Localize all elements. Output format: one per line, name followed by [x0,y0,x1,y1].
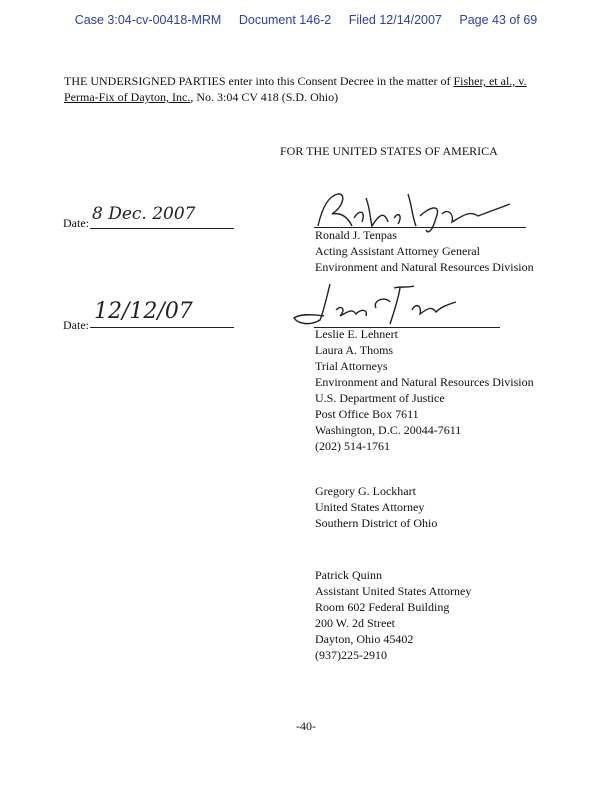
signatory-heading: FOR THE UNITED STATES OF AMERICA [280,144,498,158]
date-label-2: Date: [63,318,89,332]
intro-lead: THE UNDERSIGNED PARTIES enter into this Consent Decree in the matter of [64,74,454,88]
signer-phone: (202) 514-1761 [315,439,390,453]
attorney-address-2: 200 W. 2d Street [315,616,395,630]
attorney-title: Assistant United States Attorney [315,584,472,598]
attorney-name: Patrick Quinn [315,568,382,582]
page-number: -40- [296,719,316,733]
attorney-address-1: Room 602 Federal Building [315,600,450,614]
attorney-title: United States Attorney [315,500,425,514]
date-label-1: Date: [63,216,89,230]
signer-name: Laura A. Thoms [315,343,394,357]
signer-department: U.S. Department of Justice [315,391,445,405]
handwritten-date-1: 8 Dec. 2007 [92,204,196,224]
filed-date: Filed 12/14/2007 [348,13,442,27]
assistant-attorney-block [315,567,471,663]
document-number: Document 146-2 [238,13,332,27]
signer-block-2 [315,326,534,454]
attorney-name: Gregory G. Lockhart [315,484,416,498]
signer-name: Ronald J. Tenpas [315,228,397,242]
handwritten-date-2: 12/12/07 [94,299,193,324]
signer-name: Leslie E. Lehnert [315,327,398,341]
date-line-1 [90,204,234,229]
attorney-phone: (937)225-2910 [315,648,387,662]
case-number: Case 3:04-cv-00418-MRM [74,13,222,27]
signer-block-1 [315,227,534,275]
attorney-address-3: Dayton, Ohio 45402 [315,632,414,646]
us-attorney-block [315,483,437,531]
intro-tail: , No. 3:04 CV 418 (S.D. Ohio) [190,90,339,104]
page-of: Page 43 of 69 [459,13,538,27]
case-name-part-1: Fisher, et al., v. [453,74,527,88]
signer-division: Environment and Natural Resources Division [315,260,534,274]
signer-division: Environment and Natural Resources Division [315,375,534,389]
signer-title: Trial Attorneys [315,359,388,373]
filing-header [0,13,612,27]
intro-paragraph [64,73,544,105]
attorney-district: Southern District of Ohio [315,516,438,530]
date-line-2 [90,299,234,328]
signer-title: Acting Assistant Attorney General [315,244,480,258]
signer-address-1: Post Office Box 7611 [315,407,419,421]
case-name-part-2: Perma-Fix of Dayton, Inc. [64,90,191,104]
signer-address-2: Washington, D.C. 20044-7611 [315,423,462,437]
